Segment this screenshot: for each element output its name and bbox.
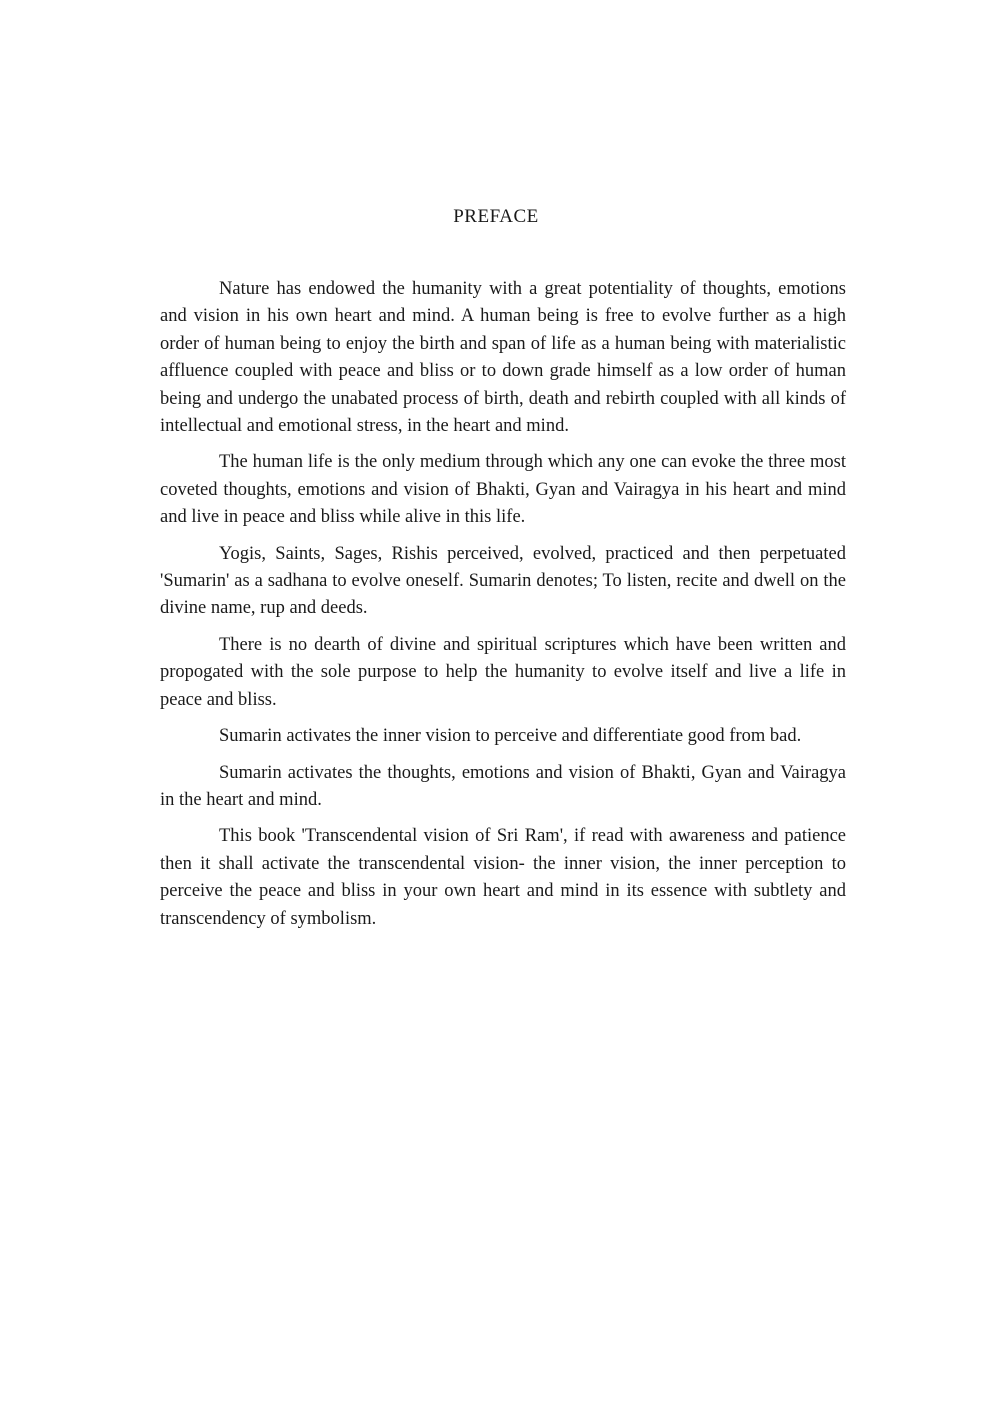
preface-body <box>160 276 846 942</box>
paragraph-5: Sumarin activates the inner vision to perceive and differentiate good from bad. <box>219 726 802 747</box>
page-title: PREFACE <box>453 206 539 227</box>
paragraph-7: This book 'Transcendental vision of Sri Ram', if read with awareness and patience then it shall activate the transcendental vision- the inner vision, the inner perception to perceive the peace and bliss in your own heart and mind in its essence with subtlety and transcendency of symbolism. <box>160 826 846 929</box>
paragraph-1: Nature has endowed the humanity with a great potentiality of thoughts, emotions and vision in his own heart and mind. A human being is free to evolve further as a high order of human being to enjoy the birth and span of life as a human being with materialistic affluence coupled with peace and bliss or to down grade himself as a low order of human being and undergo the unabated process of birth, death and rebirth coupled with all kinds of intellectual and emotional stress, in the heart and mind. <box>160 279 846 437</box>
paragraph-2: The human life is the only medium through which any one can evoke the three most coveted thoughts, emotions and vision of Bhakti, Gyan and Vairagya in his heart and mind and live in peace and bliss while alive in this life. <box>160 452 846 528</box>
paragraph-4: There is no dearth of divine and spiritual scriptures which have been written and propogated with the sole purpose to help the humanity to evolve itself and live a life in peace and bliss. <box>160 634 846 710</box>
paragraph-3: Yogis, Saints, Sages, Rishis perceived, evolved, practiced and then perpetuated 'Sumarin' as a sadhana to evolve oneself. Sumarin denotes; To listen, recite and dwell on the divine name, rup and deeds. <box>160 543 846 619</box>
paragraph-6: Sumarin activates the thoughts, emotions and vision of Bhakti, Gyan and Vairagya in the heart and mind. <box>160 762 846 810</box>
